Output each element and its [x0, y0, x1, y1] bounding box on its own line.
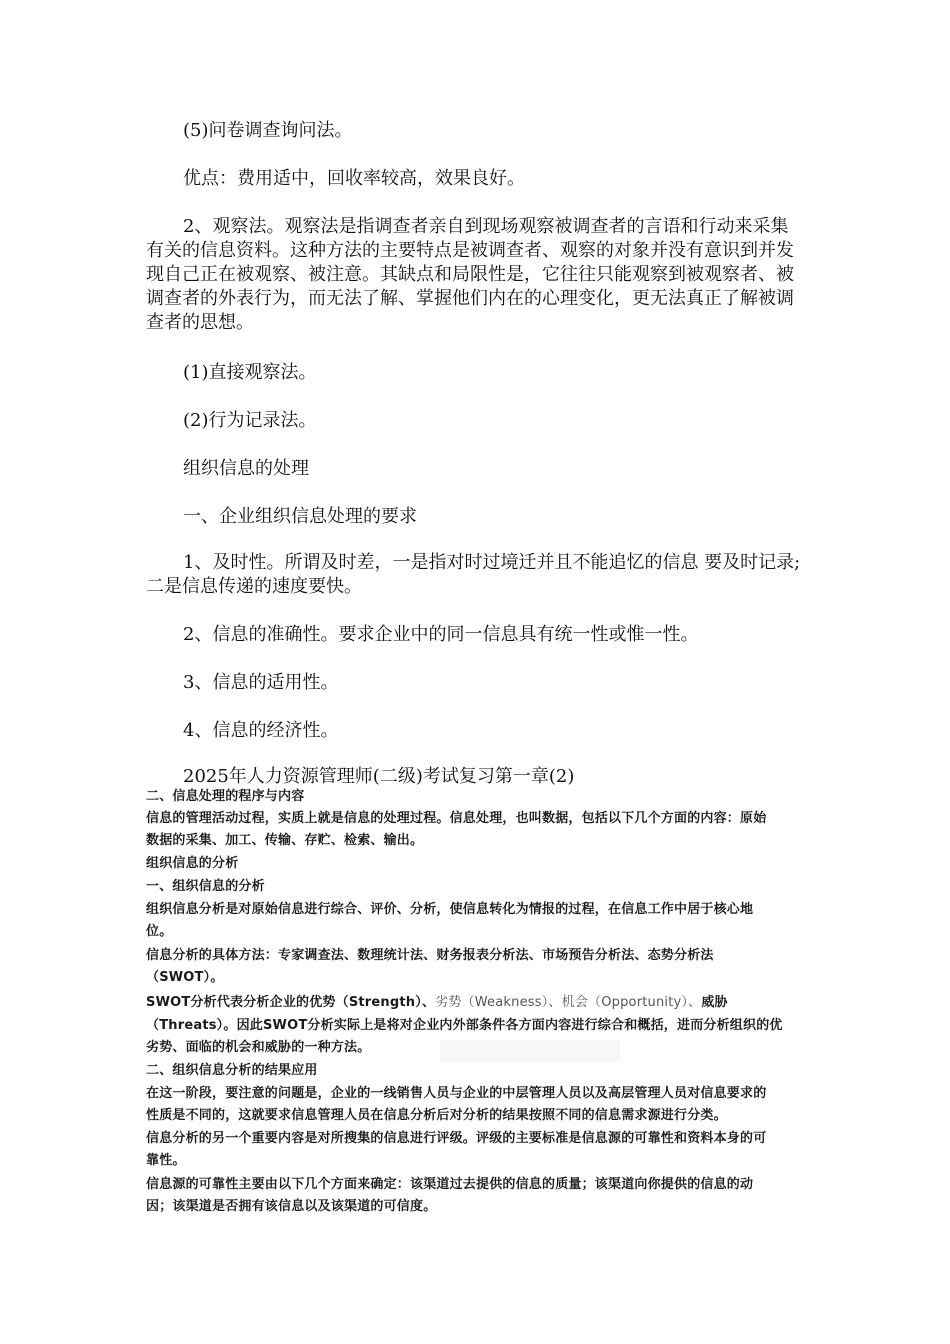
- scan-line: 在这一阶段，要注意的问题是，企业的一线销售人员与企业的中层管理人员以及高层管理人员对信息要求的: [146, 1086, 767, 1101]
- scan-line: 信息分析的另一个重要内容是对所搜集的信息进行评级。评级的主要标准是信息源的可靠性和资料本身的可: [146, 1131, 767, 1146]
- scan-line: 劣势、面临的机会和威胁的一种方法。: [146, 1040, 371, 1055]
- swot-threats-label: 威胁: [701, 995, 728, 1010]
- swot-weakness-opportunity: 劣势（Weakness）、机会（Opportunity）、: [435, 995, 702, 1010]
- paragraph-advantages: 优点：费用适中，回收率较高，效果良好。: [183, 168, 525, 189]
- swot-strength: SWOT分析代表分析企业的优势（Strength）、: [146, 995, 436, 1010]
- scan-line: 因；该渠道是否拥有该信息以及该渠道的可信度。: [146, 1199, 437, 1214]
- scan-line: 性质是不同的，这就要求信息管理人员在信息分析后对分析的结果按照不同的信息需求源进行分类。: [146, 1108, 727, 1123]
- heading-info-processing: 组织信息的处理: [183, 458, 309, 479]
- scan-line: 数据的采集、加工、传输、存贮、检索、输出。: [146, 833, 424, 848]
- paragraph-accuracy: 2、信息的准确性。要求企业中的同一信息具有统一性或惟一性。: [183, 624, 699, 645]
- scan-heading-application: 二、组织信息分析的结果应用: [146, 1063, 318, 1078]
- heading-processing-requirements: 一、企业组织信息处理的要求: [183, 506, 417, 527]
- paragraph-economy: 4、信息的经济性。: [183, 720, 339, 741]
- paragraph-applicability: 3、信息的适用性。: [183, 672, 339, 693]
- section-title: 2025年人力资源管理师(二级)考试复习第一章(2): [183, 766, 575, 787]
- paragraph-questionnaire: (5)问卷调查询问法。: [183, 120, 353, 141]
- paragraph-observation-method: 2、观察法。观察法是指调查者亲自到现场观察被调查者的言语和行动来采集有关的信息资料。这种方法的主要特点是被调查者、观察的对象并没有意识到并发现自己正在被观察、被注意。其缺点和局限性是，它往往只能观察到被观察者、被调查者的外表行为，而无法了解、掌握他们内在的心理变化，更无法真正了解被调查者的思想。: [146, 216, 794, 333]
- scan-line: 靠性。: [146, 1153, 186, 1168]
- scan-line-swot: [146, 992, 846, 1014]
- scan-line: 信息分析的具体方法：专家调查法、数理统计法、财务报表分析法、市场预告分析法、态势分析法: [146, 948, 714, 963]
- scan-line: 信息源的可靠性主要由以下几个方面来确定：该渠道过去提供的信息的质量；该渠道向你提供的信息的动: [146, 1177, 754, 1192]
- scan-heading-analysis-sub: 一、组织信息的分析: [146, 879, 265, 894]
- scan-line: （Threats）。因此SWOT分析实际上是将对企业内外部条件各方面内容进行综合和概括，进而分析组织的优: [146, 1018, 783, 1033]
- scan-line: 信息的管理活动过程，实质上就是信息的处理过程。信息处理，也叫数据，包括以下几个方面的内容：原始: [146, 811, 767, 826]
- scan-heading-procedure: 二、信息处理的程序与内容: [146, 789, 305, 804]
- paragraph-timeliness: 1、及时性。所谓及时差，一是指对时过境迁并且不能追忆的信息 要及时记录;二是信息传递的速度要快。: [146, 552, 801, 597]
- scan-line: （SWOT）。: [146, 970, 224, 985]
- scan-line: 组织信息分析是对原始信息进行综合、评价、分析，使信息转化为情报的过程，在信息工作中居于核心地: [146, 902, 754, 917]
- paragraph-direct-observation: (1)直接观察法。: [183, 362, 317, 383]
- scan-heading-analysis: 组织信息的分析: [146, 856, 239, 871]
- scan-line: 位。: [146, 924, 173, 939]
- paragraph-behavior-record: (2)行为记录法。: [183, 410, 317, 431]
